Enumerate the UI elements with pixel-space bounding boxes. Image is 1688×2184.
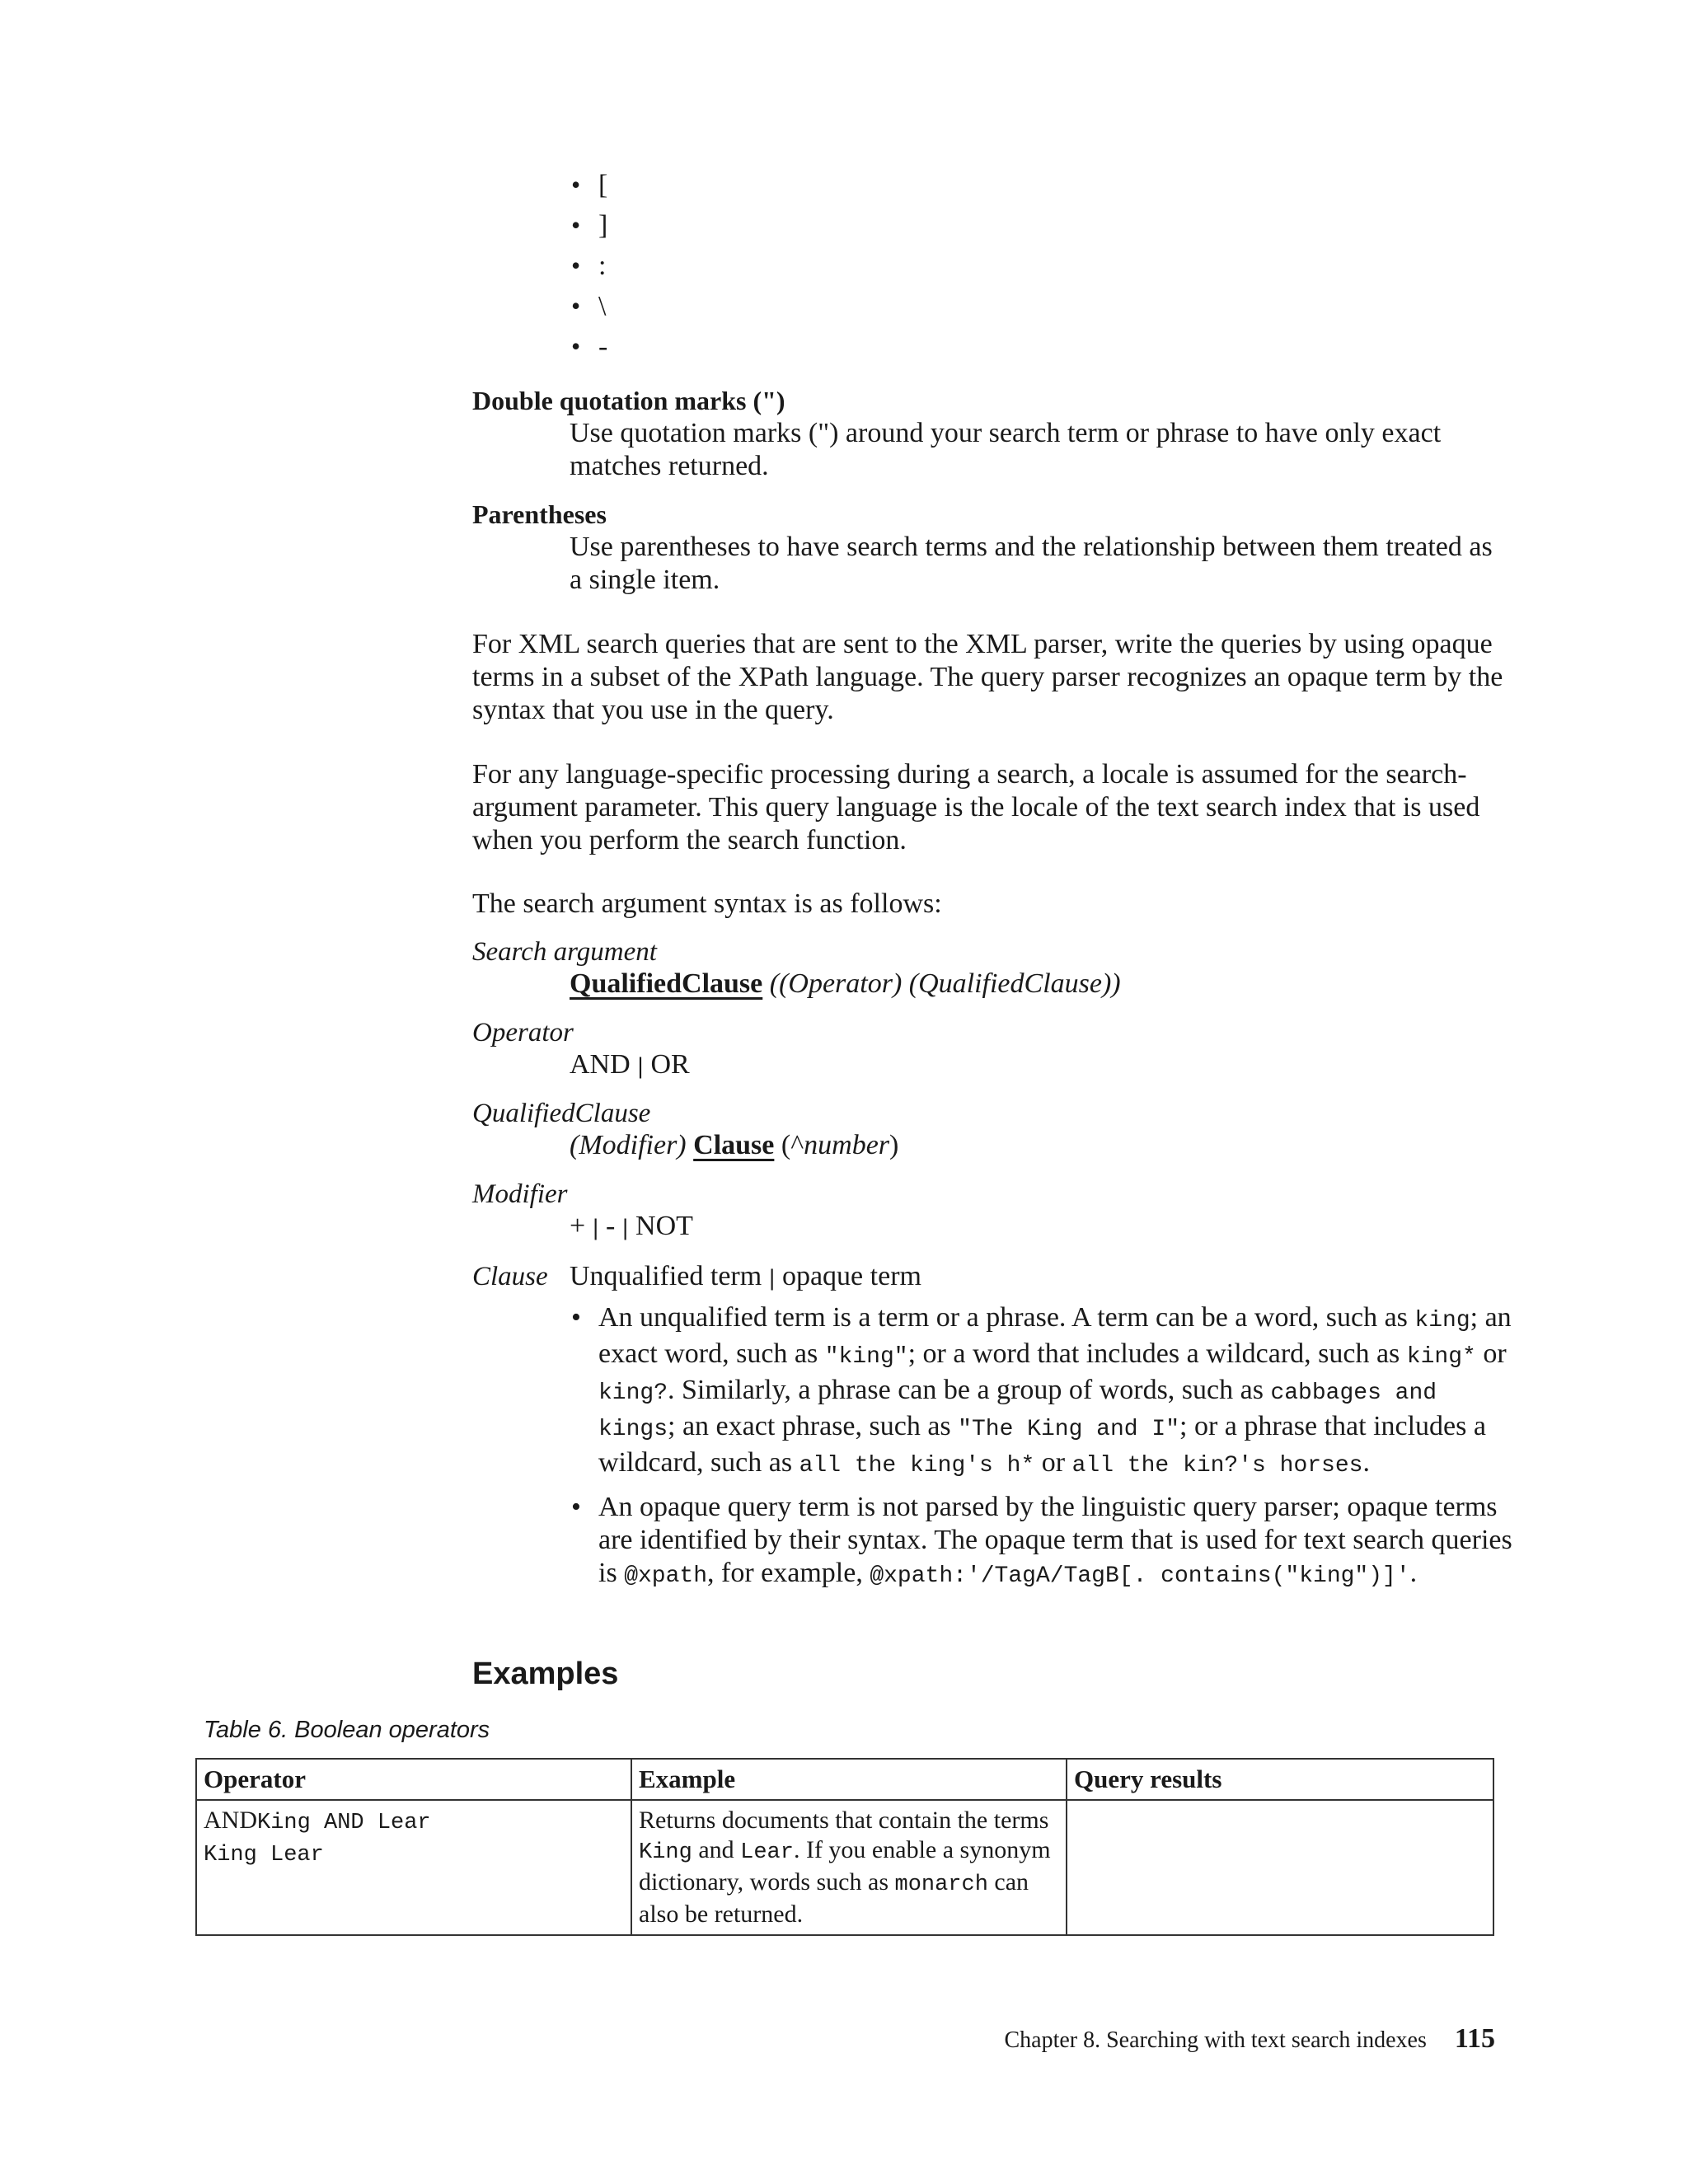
page-number: 115	[1454, 2023, 1495, 2054]
page-footer	[1004, 2023, 1495, 2055]
chapter-title: Chapter 8. Searching with text search indexes	[1004, 2027, 1427, 2053]
clause-bullet-list	[571, 1301, 1519, 1601]
column-header-example: Example	[631, 1759, 1067, 1800]
syntax-value-qualified-clause	[570, 1129, 898, 1162]
table-row	[196, 1800, 1493, 1935]
def-desc-parentheses: Use parentheses to have search terms and the relationship between them treated as a single item.	[570, 532, 1493, 595]
modifier-minus: -	[605, 1211, 616, 1241]
def-desc-quotation-marks: Use quotation marks (") around your search term or phrase to have only exact matches returned.	[570, 418, 1442, 481]
paragraph-locale: For any language-specific processing during a search, a locale is assumed for the search-argument parameter. This query language is the locale of the text search index that is used when you perform the search function.	[472, 759, 1480, 855]
paragraph-syntax-intro: The search argument syntax is as follows:	[472, 888, 942, 919]
column-header-query-results: Query results	[1067, 1759, 1493, 1800]
operator-and: AND	[570, 1049, 631, 1080]
modifier-not: NOT	[635, 1211, 693, 1241]
section-heading-examples: Examples	[472, 1657, 619, 1691]
def-term-parentheses: Parentheses	[472, 499, 607, 529]
paragraph-xml-queries: For XML search queries that are sent to the XML parser, write the queries by using opaque terms in a subset of the XPath language. The query parser recognizes an opaque term by the syntax that you use in the query.	[472, 629, 1503, 725]
syntax-value-clause: Unqualified term | opaque term	[570, 1261, 921, 1291]
list-item-unqualified-term: • An unqualified term is a term or a phrase. A term can be a word, such as king; an exact word, such as "king"; or a word that includes a wildcard, such as king* or king?. Similarly, a phrase can be a group of words, such as cabbages and kings; an exact phrase, such as "The King and I"; or a phrase that includes a wildcard, such as all the king's h* or all the kin?'s horses.	[571, 1301, 1519, 1483]
def-term-quotation-marks: Double quotation marks (")	[472, 386, 785, 415]
modifier-plus: +	[570, 1211, 586, 1241]
syntax-label-operator: Operator	[472, 1018, 574, 1047]
special-character-list	[571, 165, 607, 367]
cell-query-results	[1067, 1800, 1493, 1935]
boost-open: (^	[781, 1130, 804, 1160]
boolean-operators-table	[195, 1758, 1494, 1936]
table-caption: Table 6. Boolean operators	[204, 1717, 490, 1743]
column-header-operator: Operator	[196, 1759, 631, 1800]
syntax-label-modifier: Modifier	[472, 1179, 568, 1209]
syntax-label-qualified-clause: QualifiedClause	[472, 1099, 651, 1128]
clause-opaque: opaque term	[781, 1261, 921, 1291]
list-item: • [	[571, 165, 607, 205]
list-item: • \	[571, 286, 607, 326]
syntax-label-clause: Clause	[472, 1262, 548, 1291]
clause-unqualified: Unqualified term	[570, 1261, 762, 1291]
syntax-value-search-argument	[570, 968, 1121, 1001]
boost-number: number	[804, 1130, 890, 1160]
boost-close: )	[889, 1130, 899, 1160]
syntax-value-operator: AND | OR	[570, 1049, 690, 1080]
syntax-value-modifier: + | - | NOT	[570, 1211, 693, 1241]
list-item: • :	[571, 246, 607, 286]
cell-operator: ANDKing AND Lear King Lear	[196, 1800, 631, 1935]
qualified-clause-keyword: QualifiedClause	[570, 968, 763, 999]
list-item: • ]	[571, 205, 607, 246]
clause-keyword: Clause	[693, 1130, 775, 1160]
syntax-label-search-argument: Search argument	[472, 937, 657, 967]
table-header-row	[196, 1759, 1493, 1800]
list-item: • -	[571, 326, 607, 367]
operator-or: OR	[650, 1049, 690, 1080]
syntax-rest: ((Operator) (QualifiedClause))	[769, 968, 1121, 999]
cell-example: Returns documents that contain the terms King and Lear. If you enable a synonym dictionary, words such as monarch can also be returned.	[631, 1800, 1067, 1935]
modifier-ref: (Modifier)	[570, 1130, 687, 1160]
list-item-opaque-term: • An opaque query term is not parsed by the linguistic query parser; opaque terms are identified by their syntax. The opaque term that is used for text search queries is @xpath, for example, @xpath:'/TagA/TagB[. contains("king")]'.	[571, 1491, 1519, 1593]
